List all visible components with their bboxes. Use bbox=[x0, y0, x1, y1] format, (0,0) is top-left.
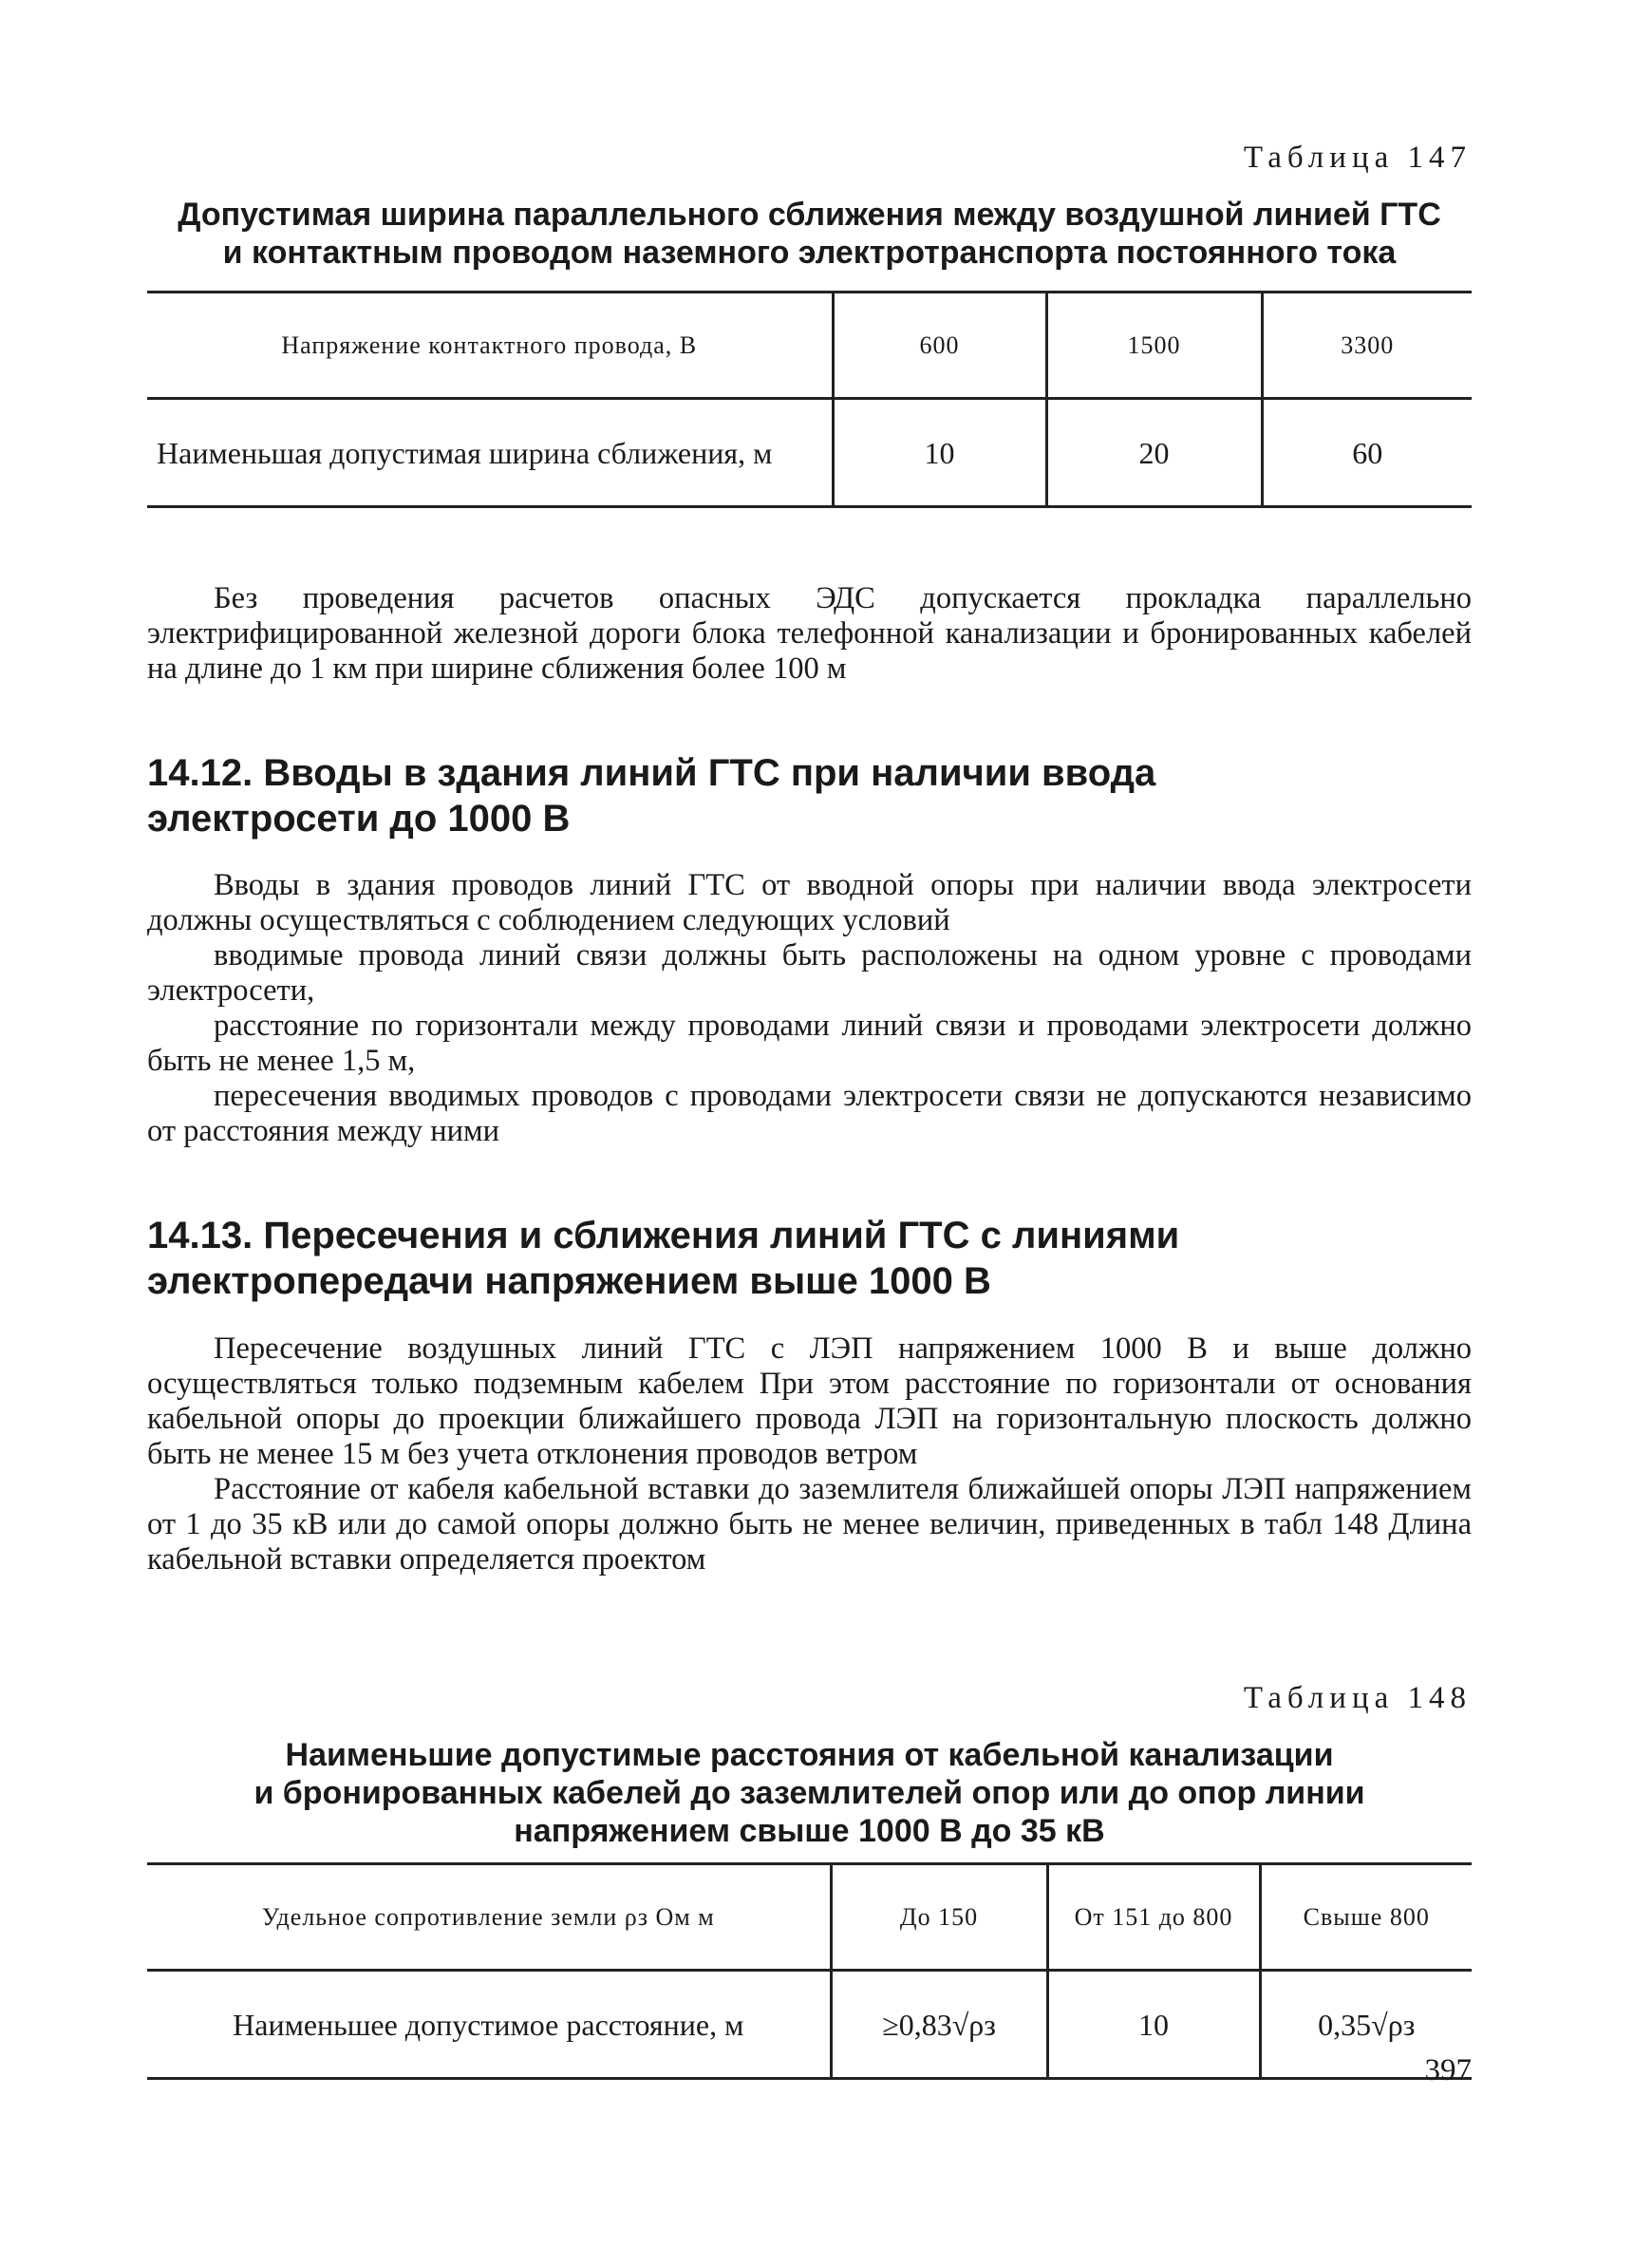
table-147-row-label: Наименьшая допустимая ширина сближения, м bbox=[147, 399, 833, 507]
paragraph-text: расстояние по горизонтали между проводами линий связи и проводами электросети должно быть не менее 1,5 м, bbox=[147, 1009, 1472, 1078]
table-148-title-line-3: напряжением свыше 1000 В до 35 кВ bbox=[514, 1813, 1105, 1849]
section-14-13-heading bbox=[147, 1213, 1472, 1304]
table-147-caption: Таблица 147 bbox=[1243, 141, 1472, 175]
table-147-title-line-1: Допустимая ширина параллельного сближения между воздушной линией ГТС bbox=[178, 197, 1441, 233]
table-147-cell: 60 bbox=[1262, 399, 1472, 507]
table-147 bbox=[147, 291, 1472, 508]
table-147-data-row bbox=[147, 399, 1472, 507]
table-147-title-line-2: и контактным проводом наземного электротранспорта постоянного тока bbox=[222, 235, 1397, 271]
table-148-title bbox=[147, 1736, 1472, 1850]
paragraph-text: Вводы в здания проводов линий ГТС от вводной опоры при наличии ввода электросети должны осуществляться с соблюдением следующих условий bbox=[147, 868, 1472, 937]
table-148-cell: ≥0,83√ρз bbox=[831, 1971, 1047, 2079]
table-148-header-label: Удельное сопротивление земли ρз Ом м bbox=[147, 1864, 831, 1971]
table-147-cell: 10 bbox=[833, 399, 1046, 507]
table-148-caption: Таблица 148 bbox=[1243, 1681, 1472, 1715]
section-14-13-heading-line-1: 14.13. Пересечения и сближения линий ГТС с линиями bbox=[147, 1215, 1180, 1256]
table-148 bbox=[147, 1862, 1472, 2080]
table-148-header-cell: До 150 bbox=[831, 1864, 1047, 1971]
section-14-13-body bbox=[147, 1331, 1472, 1577]
table-148-data-row bbox=[147, 1971, 1472, 2079]
document-page bbox=[147, 0, 1472, 2266]
paragraph-text: Расстояние от кабеля кабельной вставки до заземлителя ближайшей опоры ЛЭП напряжением от 1 до 35 кВ или до самой опоры должно быть не менее величин, приведенных в табл 148 Длина кабельной вставки определяется проектом bbox=[147, 1472, 1472, 1577]
section-14-12-heading bbox=[147, 750, 1472, 841]
table-147-cell: 20 bbox=[1046, 399, 1262, 507]
page-number: 397 bbox=[1424, 2053, 1472, 2087]
section-14-12-heading-line-1: 14.12. Вводы в здания линий ГТС при наличии ввода bbox=[147, 752, 1156, 794]
table-148-title-line-1: Наименьшие допустимые расстояния от кабельной канализации bbox=[285, 1737, 1334, 1773]
table-148-header-row bbox=[147, 1864, 1472, 1971]
table-148-cell: 10 bbox=[1047, 1971, 1260, 2079]
table-147-title bbox=[147, 196, 1472, 272]
table-147-header-row bbox=[147, 293, 1472, 399]
section-14-13-heading-line-2: электропередачи напряжением выше 1000 В bbox=[147, 1260, 991, 1302]
paragraph-text: Без проведения расчетов опасных ЭДС допускается прокладка параллельно электрифицированной железной дороги блока телефонной канализации и бронированных кабелей на длине до 1 км при ширине сближения более 100 м bbox=[147, 581, 1472, 686]
paragraph-text: пересечения вводимых проводов с проводами электросети связи не допускаются независимо от расстояния между ними bbox=[147, 1079, 1472, 1148]
table-147-header-cell: 1500 bbox=[1046, 293, 1262, 399]
table-148-cell: 0,35√ρз bbox=[1260, 1971, 1472, 2079]
paragraph-text: Пересечение воздушных линий ГТС с ЛЭП напряжением 1000 В и выше должно осуществляться только подземным кабелем При этом расстояние по горизонтали от основания кабельной опоры до проекции ближайшего провода ЛЭП на горизонтальную плоскость должно быть не менее 15 м без учета отклонения проводов ветром bbox=[147, 1331, 1472, 1471]
table-148-title-line-2: и бронированных кабелей до заземлителей опор или до опор линии bbox=[253, 1775, 1365, 1811]
paragraph-text: вводимые провода линий связи должны быть расположены на одном уровне с проводами электросети, bbox=[147, 938, 1472, 1008]
table-147-header-cell: 600 bbox=[833, 293, 1046, 399]
table-148-header-cell: Свыше 800 bbox=[1260, 1864, 1472, 1971]
table-148-header-cell: От 151 до 800 bbox=[1047, 1864, 1260, 1971]
section-14-12-heading-line-2: электросети до 1000 В bbox=[147, 798, 571, 840]
table-148-row-label: Наименьшее допустимое расстояние, м bbox=[147, 1971, 831, 2079]
table-147-header-label: Напряжение контактного провода, В bbox=[147, 293, 833, 399]
table-147-header-cell: 3300 bbox=[1262, 293, 1472, 399]
paragraph-electric-railway bbox=[147, 581, 1472, 687]
section-14-12-body bbox=[147, 868, 1472, 1149]
